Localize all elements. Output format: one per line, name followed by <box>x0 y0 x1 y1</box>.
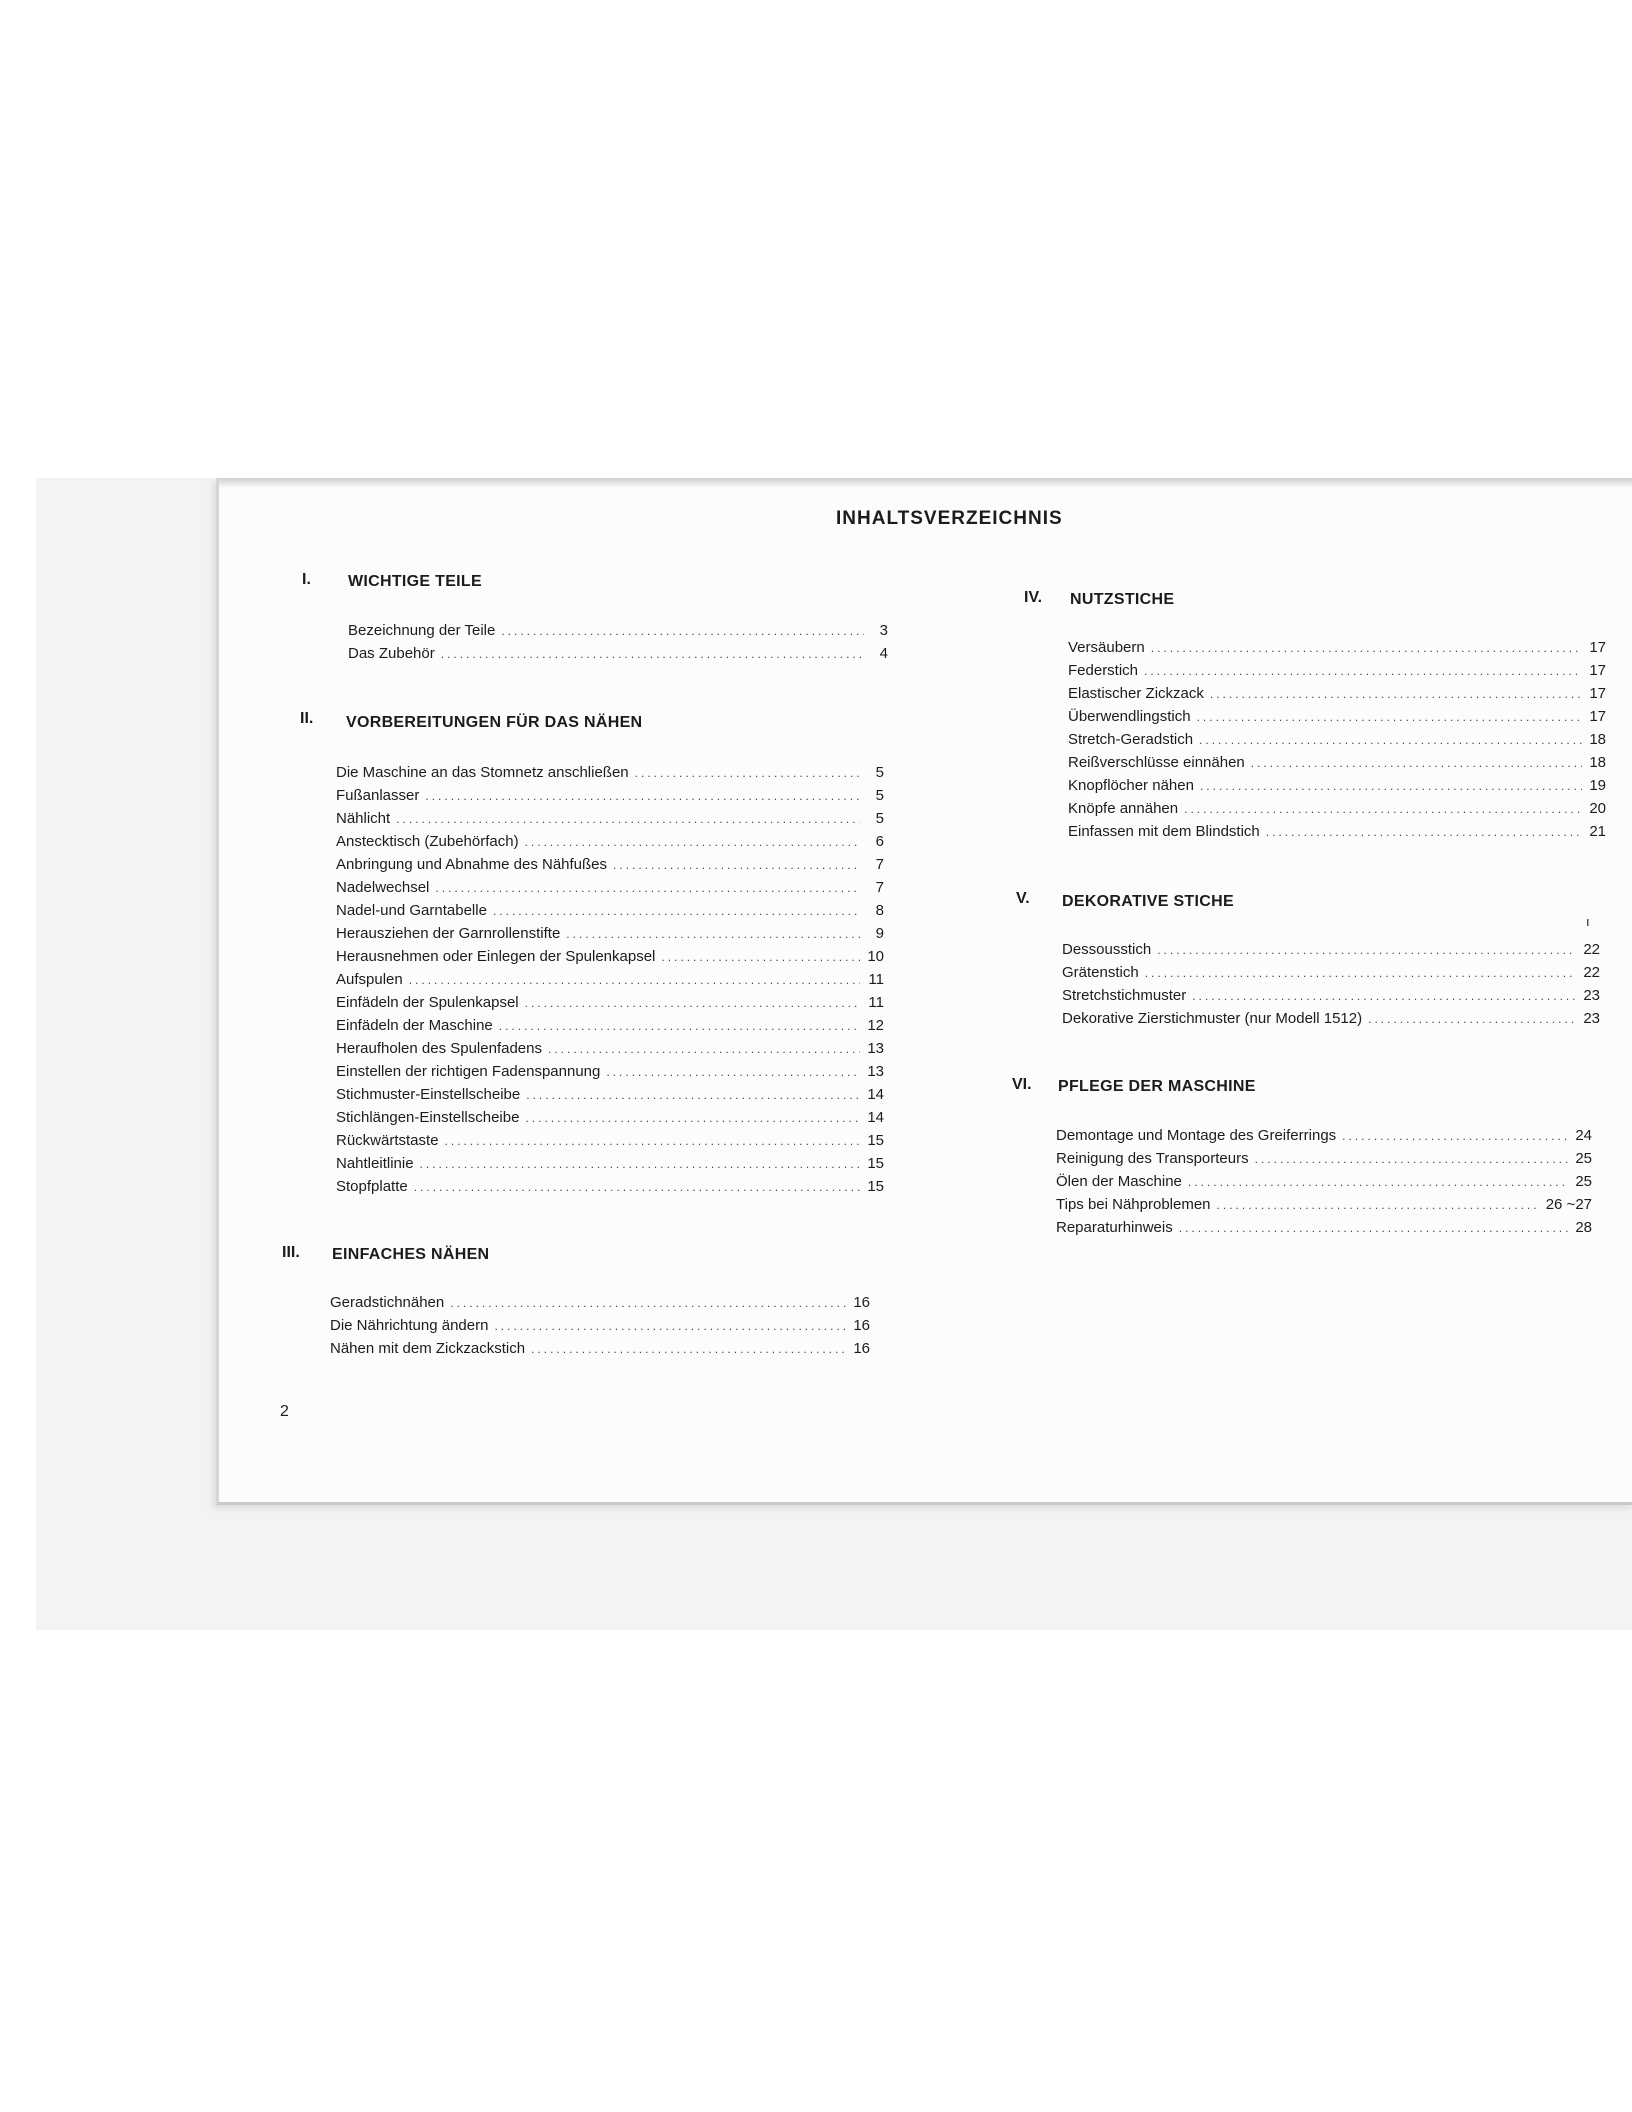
dot-leader <box>420 1153 860 1176</box>
toc-entry <box>1062 938 1600 961</box>
toc-entry-label: Einfädeln der Maschine <box>336 1017 493 1034</box>
dot-leader <box>1179 1217 1568 1240</box>
toc-entry-label: Reißverschlüsse einnähen <box>1068 754 1245 771</box>
dot-leader <box>1151 637 1582 660</box>
dot-leader <box>450 1292 846 1315</box>
toc-entry-page: 28 <box>1575 1219 1592 1236</box>
toc-entry-label: Ölen der Maschine <box>1056 1173 1182 1190</box>
toc-entry-page: 19 <box>1589 777 1606 794</box>
dot-leader <box>409 969 860 992</box>
toc-entry-label: Dekorative Zierstichmuster (nur Modell 1512) <box>1062 1010 1363 1027</box>
toc-entry-label: Elastischer Zickzack <box>1068 685 1204 702</box>
toc-entry-page: 23 <box>1583 1010 1600 1027</box>
dot-leader <box>525 831 860 854</box>
toc-entry-label: Nahtleitlinie <box>336 1155 414 1172</box>
toc-entry <box>336 991 884 1014</box>
dot-leader <box>635 762 860 785</box>
toc-entry-label: Dessousstich <box>1062 941 1152 958</box>
toc-entry-page: 16 <box>853 1340 870 1357</box>
dot-leader <box>1199 729 1582 752</box>
dot-leader <box>1342 1125 1568 1148</box>
toc-entry <box>1068 659 1606 682</box>
toc-entry <box>336 807 884 830</box>
section-entries <box>336 761 884 1198</box>
dot-leader <box>548 1038 860 1061</box>
dot-leader <box>441 643 864 666</box>
dot-leader <box>1255 1148 1568 1171</box>
dot-leader <box>493 900 860 923</box>
page-number: 2 <box>280 1403 289 1420</box>
toc-entry-page: 18 <box>1589 754 1606 771</box>
page-title: INHALTSVERZEICHNIS <box>836 508 1063 529</box>
toc-entry-page: 18 <box>1589 731 1606 748</box>
section-title: DEKORATIVE STICHE <box>1062 893 1234 910</box>
dot-leader <box>435 877 860 900</box>
toc-entry-label: Herausziehen der Garnrollenstifte <box>336 925 561 942</box>
toc-entry <box>1068 774 1606 797</box>
toc-entry-label: Überwendlingstich <box>1068 708 1191 725</box>
section-number: II. <box>300 710 314 727</box>
toc-entry <box>336 830 884 853</box>
section-entries <box>1056 1124 1592 1239</box>
toc-entry-label: Einstellen der richtigen Fadenspannung <box>336 1063 601 1080</box>
toc-entry-label: Knöpfe annähen <box>1068 800 1179 817</box>
toc-entry <box>336 899 884 922</box>
toc-entry-label: Rückwärtstaste <box>336 1132 439 1149</box>
toc-entry-page: 7 <box>875 879 884 896</box>
toc-entry-page: 16 <box>853 1294 870 1311</box>
toc-entry-label: Geradstichnähen <box>330 1294 445 1311</box>
dot-leader <box>1251 752 1582 775</box>
dot-leader <box>526 1084 860 1107</box>
toc-entry <box>1068 728 1606 751</box>
toc-entry-label: Nadelwechsel <box>336 879 430 896</box>
toc-entry <box>336 1037 884 1060</box>
toc-entry <box>336 945 884 968</box>
toc-entry <box>348 619 888 642</box>
toc-entry-page: 20 <box>1589 800 1606 817</box>
toc-entry-label: Anbringung und Abnahme des Nähfußes <box>336 856 608 873</box>
toc-entry-page: 17 <box>1589 639 1606 656</box>
toc-entry <box>1068 797 1606 820</box>
toc-entry <box>1068 636 1606 659</box>
toc-entry <box>1062 1007 1600 1030</box>
toc-entry-label: Nadel-und Garntabelle <box>336 902 487 919</box>
toc-entry <box>336 761 884 784</box>
toc-entry <box>336 1175 884 1198</box>
toc-entry <box>336 784 884 807</box>
section-title: VORBEREITUNGEN FÜR DAS NÄHEN <box>346 714 643 731</box>
toc-entry <box>1068 682 1606 705</box>
toc-entry-page: 14 <box>867 1086 884 1103</box>
toc-entry <box>1056 1193 1592 1216</box>
toc-entry-page: 10 <box>867 948 884 965</box>
dot-leader <box>499 1015 860 1038</box>
toc-entry <box>336 968 884 991</box>
toc-entry-label: Federstich <box>1068 662 1139 679</box>
section-number: III. <box>282 1244 300 1261</box>
toc-entry-label: Grätenstich <box>1062 964 1139 981</box>
toc-entry-page: 13 <box>867 1063 884 1080</box>
toc-entry-label: Das Zubehör <box>348 645 435 662</box>
toc-entry <box>330 1337 870 1360</box>
toc-entry <box>348 642 888 665</box>
dot-leader <box>1188 1171 1568 1194</box>
toc-entry-page: 12 <box>867 1017 884 1034</box>
toc-entry-page: 24 <box>1575 1127 1592 1144</box>
toc-entry <box>330 1291 870 1314</box>
toc-entry-page: 7 <box>875 856 884 873</box>
dot-leader <box>1144 660 1582 683</box>
toc-entry-page: 22 <box>1583 964 1600 981</box>
toc-entry-page: 4 <box>879 645 888 662</box>
toc-entry-page: 15 <box>867 1178 884 1195</box>
dot-leader <box>531 1338 846 1361</box>
toc-entry-page: 3 <box>879 622 888 639</box>
toc-entry-page: 11 <box>868 971 884 988</box>
toc-entry-label: Stopfplatte <box>336 1178 408 1195</box>
toc-entry-page: 25 <box>1575 1173 1592 1190</box>
stray-mark: ı <box>1586 914 1590 929</box>
toc-entry-page: 15 <box>867 1132 884 1149</box>
section-entries <box>1068 636 1606 843</box>
toc-entry-page: 14 <box>867 1109 884 1126</box>
dot-leader <box>1145 962 1576 985</box>
dot-leader <box>1210 683 1582 706</box>
dot-leader <box>1217 1194 1540 1217</box>
section-number: IV. <box>1024 589 1043 606</box>
toc-entry <box>1068 705 1606 728</box>
toc-entry-label: Einfädeln der Spulenkapsel <box>336 994 519 1011</box>
dot-leader <box>606 1061 860 1084</box>
section-title: WICHTIGE TEILE <box>348 573 482 590</box>
toc-entry-page: 13 <box>867 1040 884 1057</box>
toc-entry-page: 11 <box>868 994 884 1011</box>
toc-entry <box>1056 1170 1592 1193</box>
toc-entry-label: Stretchstichmuster <box>1062 987 1187 1004</box>
toc-entry-page: 8 <box>875 902 884 919</box>
toc-entry-label: Reparaturhinweis <box>1056 1219 1173 1236</box>
section-number: V. <box>1016 890 1030 907</box>
toc-entry <box>1068 751 1606 774</box>
dot-leader <box>566 923 860 946</box>
section-title: NUTZSTICHE <box>1070 591 1175 608</box>
toc-entry-label: Reinigung des Transporteurs <box>1056 1150 1249 1167</box>
dot-leader <box>1266 821 1582 844</box>
toc-entry-page: 22 <box>1583 941 1600 958</box>
toc-entry-label: Tips bei Nähproblemen <box>1056 1196 1211 1213</box>
toc-entry-page: 15 <box>867 1155 884 1172</box>
section-title: EINFACHES NÄHEN <box>332 1246 490 1263</box>
toc-entry-label: Stichmuster-Einstellscheibe <box>336 1086 521 1103</box>
dot-leader <box>1184 798 1582 821</box>
section-entries <box>1062 938 1600 1030</box>
dot-leader <box>1157 939 1576 962</box>
toc-entry <box>1056 1124 1592 1147</box>
dot-leader <box>494 1315 846 1338</box>
toc-entry <box>330 1314 870 1337</box>
toc-entry-page: 6 <box>875 833 884 850</box>
toc-entry <box>336 1152 884 1175</box>
section-title: PFLEGE DER MASCHINE <box>1058 1078 1256 1095</box>
toc-entry-label: Versäubern <box>1068 639 1145 656</box>
toc-entry <box>1068 820 1606 843</box>
toc-entry-label: Nähen mit dem Zickzackstich <box>330 1340 526 1357</box>
dot-leader <box>445 1130 860 1153</box>
dot-leader <box>1200 775 1582 798</box>
toc-entry <box>336 876 884 899</box>
toc-entry-label: Anstecktisch (Zubehörfach) <box>336 833 519 850</box>
dot-leader <box>501 620 864 643</box>
toc-entry-label: Die Nährichtung ändern <box>330 1317 489 1334</box>
toc-entry-page: 17 <box>1589 708 1606 725</box>
toc-entry <box>336 853 884 876</box>
dot-leader <box>525 992 860 1015</box>
section-entries <box>330 1291 870 1360</box>
toc-entry <box>336 922 884 945</box>
toc-entry-page: 5 <box>875 810 884 827</box>
section-entries <box>348 619 888 665</box>
toc-entry-page: 17 <box>1589 662 1606 679</box>
toc-entry <box>336 1060 884 1083</box>
dot-leader <box>425 785 860 808</box>
dot-leader <box>414 1176 860 1199</box>
toc-entry-label: Nählicht <box>336 810 391 827</box>
toc-entry-page: 17 <box>1589 685 1606 702</box>
toc-entry <box>336 1129 884 1152</box>
dot-leader <box>1192 985 1576 1008</box>
toc-entry-page: 25 <box>1575 1150 1592 1167</box>
toc-entry-label: Demontage und Montage des Greiferrings <box>1056 1127 1337 1144</box>
dot-leader <box>1197 706 1582 729</box>
toc-entry-label: Einfassen mit dem Blindstich <box>1068 823 1260 840</box>
toc-entry <box>1056 1216 1592 1239</box>
dot-leader <box>1368 1008 1576 1031</box>
dot-leader <box>396 808 860 831</box>
toc-entry <box>1062 961 1600 984</box>
page-top-shadow <box>219 478 1632 488</box>
toc-entry-label: Fußanlasser <box>336 787 420 804</box>
toc-entry <box>1056 1147 1592 1170</box>
toc-entry-page: 23 <box>1583 987 1600 1004</box>
section-number: VI. <box>1012 1076 1032 1093</box>
toc-entry-label: Stretch-Geradstich <box>1068 731 1194 748</box>
toc-entry-page: 9 <box>875 925 884 942</box>
toc-entry <box>1062 984 1600 1007</box>
toc-entry-label: Knopflöcher nähen <box>1068 777 1194 794</box>
toc-entry-page: 21 <box>1589 823 1606 840</box>
section-number: I. <box>302 571 311 588</box>
toc-entry-label: Aufspulen <box>336 971 403 988</box>
toc-entry-page: 5 <box>875 787 884 804</box>
dot-leader <box>613 854 860 877</box>
toc-entry-label: Stichlängen-Einstellscheibe <box>336 1109 520 1126</box>
toc-entry-page: 26 ~27 <box>1545 1196 1592 1213</box>
toc-entry-label: Heraufholen des Spulenfadens <box>336 1040 542 1057</box>
toc-entry-page: 16 <box>853 1317 870 1334</box>
toc-entry <box>336 1014 884 1037</box>
toc-entry-page: 5 <box>875 764 884 781</box>
dot-leader <box>525 1107 860 1130</box>
toc-entry <box>336 1083 884 1106</box>
toc-entry-label: Herausnehmen oder Einlegen der Spulenkapsel <box>336 948 656 965</box>
dot-leader <box>661 946 860 969</box>
toc-entry <box>336 1106 884 1129</box>
toc-entry-label: Bezeichnung der Teile <box>348 622 496 639</box>
toc-entry-label: Die Maschine an das Stomnetz anschließen <box>336 764 629 781</box>
